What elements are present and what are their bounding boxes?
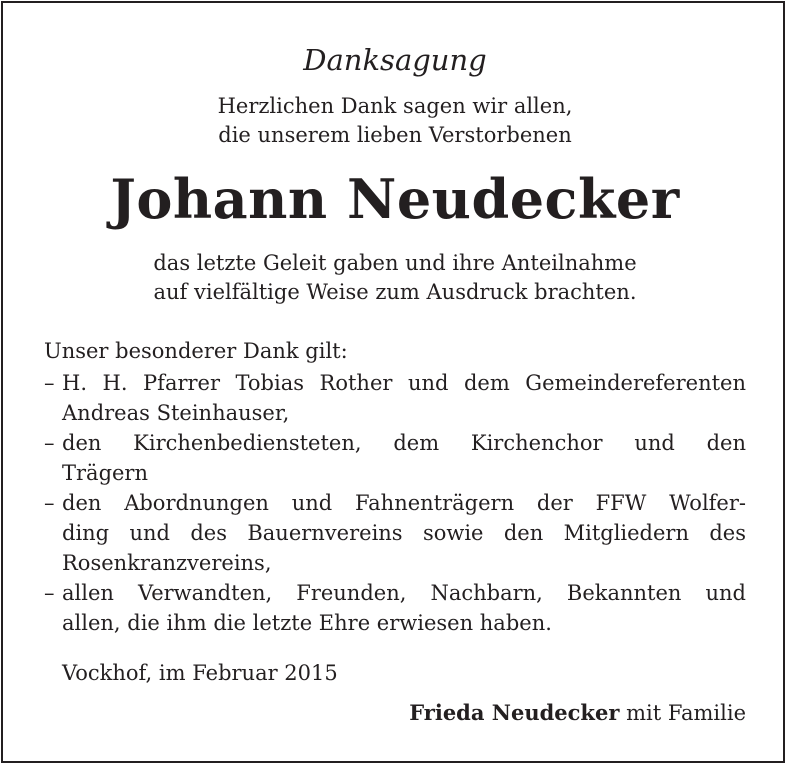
- list-item-line: Trägern: [62, 461, 148, 485]
- dash-bullet: –: [44, 491, 55, 515]
- list-item-line: den Kirchenbediensteten, dem Kirchenchor und den: [62, 431, 746, 455]
- intro-text: [0, 92, 790, 150]
- after-text: [0, 249, 790, 307]
- dash-bullet: –: [44, 581, 55, 605]
- list-item-line: Andreas Steinhauser,: [62, 401, 290, 425]
- after-line: das letzte Geleit gaben und ihre Anteilnahme: [153, 251, 637, 275]
- list-item: [44, 428, 746, 488]
- signature: [409, 698, 746, 728]
- list-item-line: den Abordnungen und Fahnenträgern der FFW Wolfer-: [62, 491, 746, 515]
- after-line: auf vielfältige Weise zum Ausdruck brachten.: [153, 280, 637, 304]
- list-item-line: allen Verwandten, Freunden, Nachbarn, Bekannten und: [62, 581, 746, 605]
- dash-bullet: –: [44, 371, 55, 395]
- list-item: [44, 368, 746, 428]
- place-date: Vockhof, im Februar 2015: [62, 661, 338, 685]
- thanks-intro: Unser besonderer Dank gilt:: [44, 339, 348, 363]
- list-item-line: H. H. Pfarrer Tobias Rother und dem Gemeindereferenten: [62, 371, 746, 395]
- dash-bullet: –: [44, 431, 55, 455]
- list-item-line: Rosenkranzvereins,: [62, 551, 272, 575]
- intro-line: die unserem lieben Verstorbenen: [218, 123, 572, 147]
- list-item-line: allen, die ihm die letzte Ehre erwiesen haben.: [62, 611, 552, 635]
- list-item: [44, 488, 746, 578]
- list-item-line: ding und des Bauernvereins sowie den Mitgliedern des: [62, 521, 746, 545]
- notice-heading: Danksagung: [303, 43, 487, 77]
- list-item: [44, 578, 746, 638]
- signature-name: Frieda Neudecker: [409, 700, 620, 725]
- signature-suffix: mit Familie: [619, 701, 746, 725]
- thanks-list: [44, 368, 746, 638]
- deceased-name: Johann Neudecker: [110, 167, 680, 231]
- intro-line: Herzlichen Dank sagen wir allen,: [217, 94, 573, 118]
